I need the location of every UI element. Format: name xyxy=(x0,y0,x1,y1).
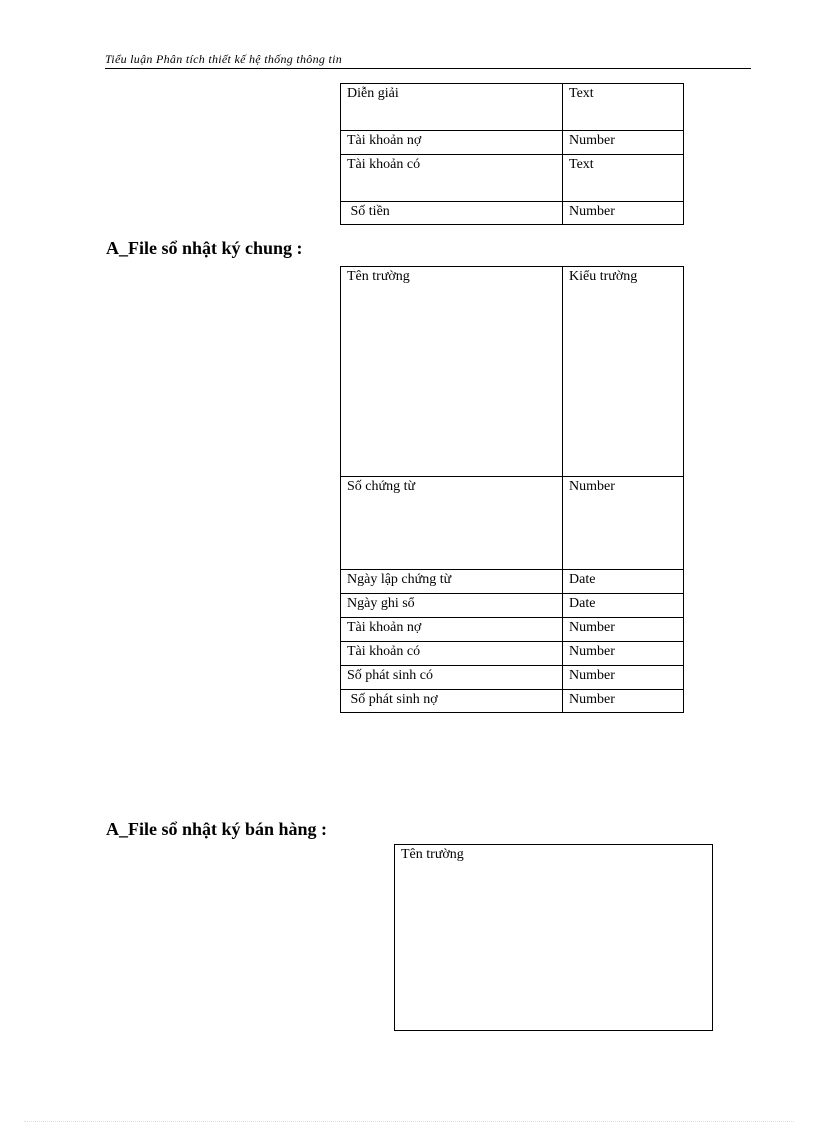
table-row xyxy=(341,666,684,690)
field-name-cell: Số phát sinh nợ xyxy=(341,690,563,713)
field-name-cell: Tài khoản có xyxy=(341,642,563,666)
table-row xyxy=(341,690,684,713)
column-header-field-name: Tên trường xyxy=(395,845,713,1031)
table-row xyxy=(341,570,684,594)
table-row xyxy=(341,594,684,618)
field-type-cell: Text xyxy=(563,84,684,131)
table-row xyxy=(341,642,684,666)
table-row xyxy=(341,202,684,225)
table-header-row xyxy=(395,845,713,1031)
general-journal-fields-table xyxy=(340,266,684,713)
column-header-field-name: Tên trường xyxy=(341,267,563,477)
field-name-cell: Diễn giải xyxy=(341,84,563,131)
field-name-cell: Ngày lập chứng từ xyxy=(341,570,563,594)
table-row xyxy=(341,477,684,570)
field-type-cell: Number xyxy=(563,666,684,690)
field-type-cell: Number xyxy=(563,477,684,570)
table-row xyxy=(341,155,684,202)
section-heading-sales-journal: A_File sổ nhật ký bán hàng : xyxy=(106,819,328,839)
page-bottom-divider xyxy=(24,1121,794,1122)
field-name-cell: Số chứng từ xyxy=(341,477,563,570)
field-type-cell: Number xyxy=(563,202,684,225)
table-row xyxy=(341,131,684,155)
field-type-cell: Number xyxy=(563,131,684,155)
field-type-cell: Number xyxy=(563,690,684,713)
field-type-cell: Text xyxy=(563,155,684,202)
field-type-cell: Date xyxy=(563,570,684,594)
field-name-cell: Tài khoản nợ xyxy=(341,131,563,155)
field-name-cell: Số tiền xyxy=(341,202,563,225)
page-header: Tiểu luận Phân tích thiết kế hệ thống thông tin xyxy=(105,52,751,69)
field-name-cell: Ngày ghi sổ xyxy=(341,594,563,618)
table-row xyxy=(341,618,684,642)
field-name-cell: Tài khoản nợ xyxy=(341,618,563,642)
sales-journal-fields-table xyxy=(394,844,713,1031)
field-type-cell: Number xyxy=(563,618,684,642)
field-type-cell: Date xyxy=(563,594,684,618)
table-row xyxy=(341,84,684,131)
fields-table-continued xyxy=(340,83,684,225)
field-name-cell: Số phát sinh có xyxy=(341,666,563,690)
table-header-row xyxy=(341,267,684,477)
section-heading-general-journal: A_File sổ nhật ký chung : xyxy=(106,238,303,258)
field-type-cell: Number xyxy=(563,642,684,666)
column-header-field-type: Kiểu trường xyxy=(563,267,684,477)
field-name-cell: Tài khoản có xyxy=(341,155,563,202)
